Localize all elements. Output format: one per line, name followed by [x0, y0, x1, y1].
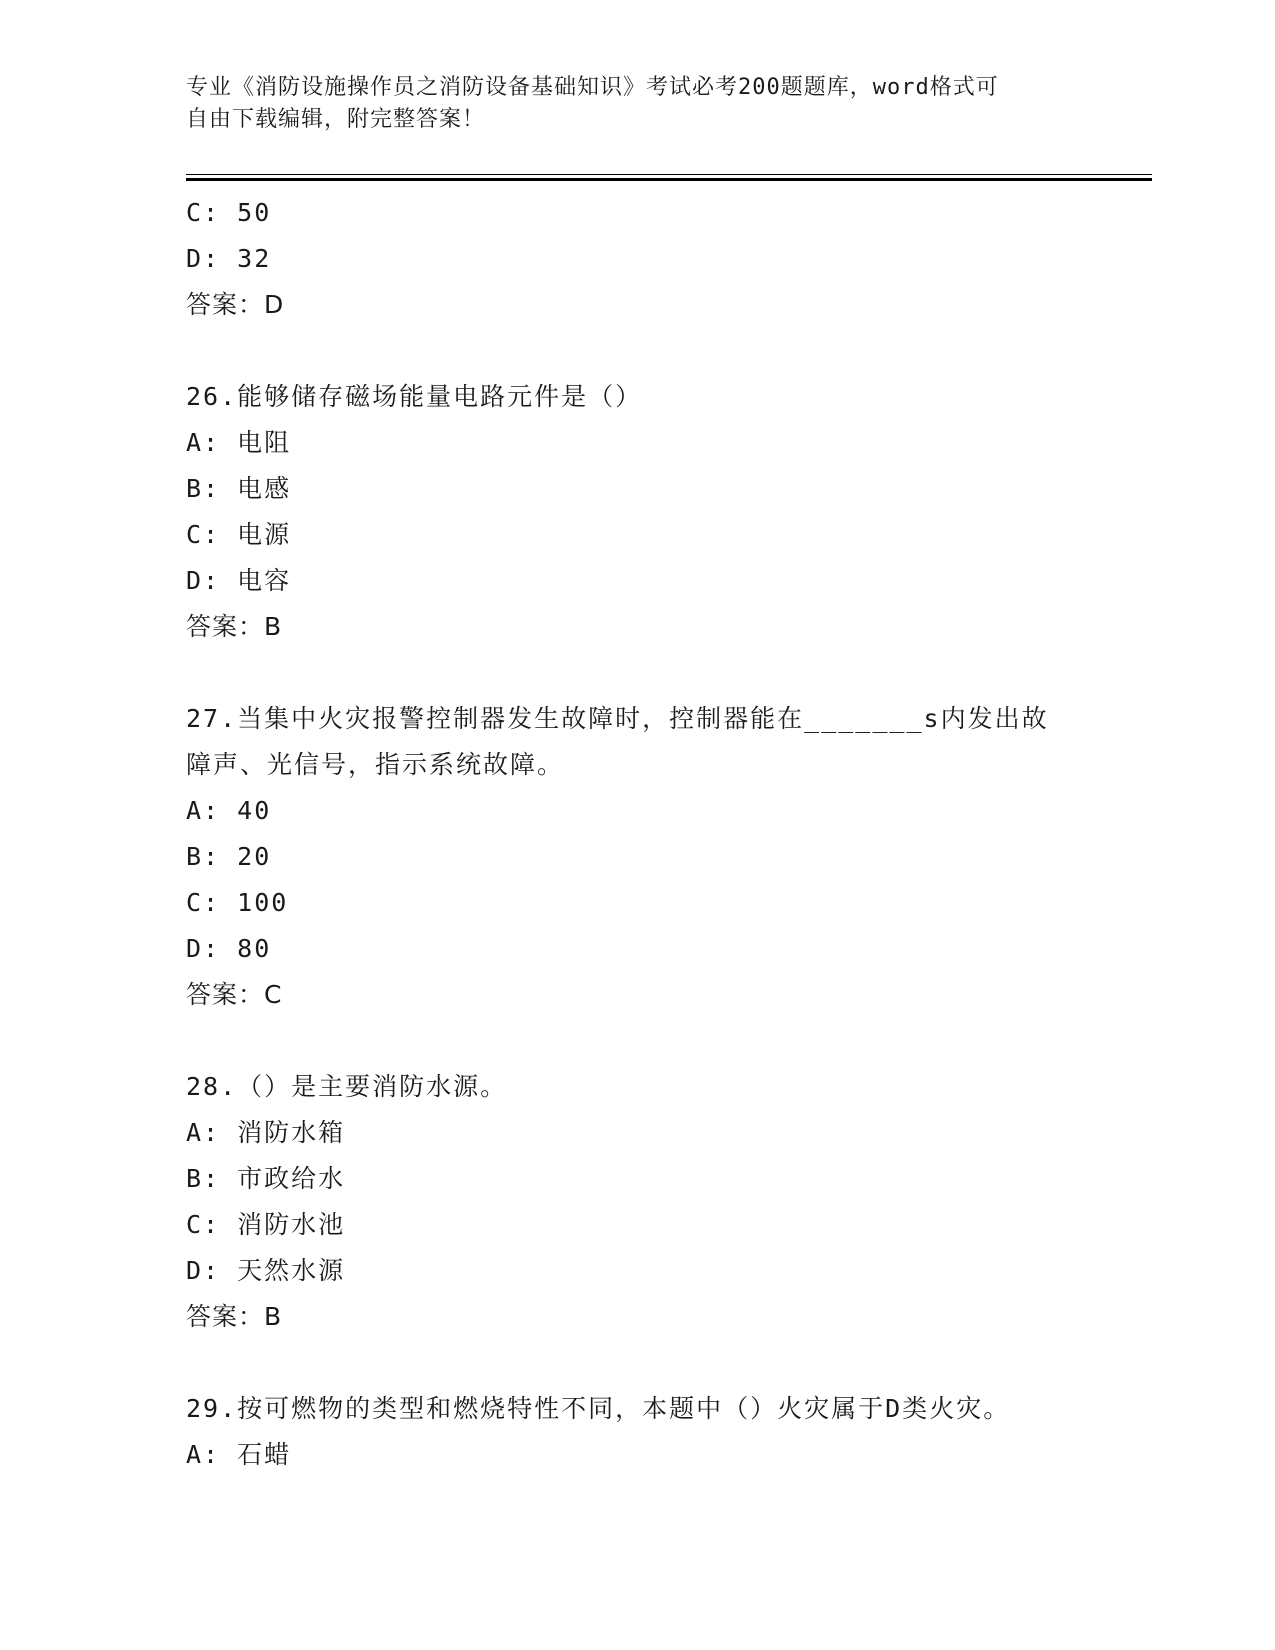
document-header	[186, 72, 1086, 136]
question-block-26	[186, 374, 1106, 650]
option-a: A: 电阻	[186, 428, 292, 457]
option-a: A: 石蜡	[186, 1440, 292, 1469]
question-text-line-2: 障声、光信号，指示系统故障。	[186, 750, 565, 779]
answer-line: 答案：B	[186, 1302, 283, 1331]
question-block-29	[186, 1386, 1106, 1478]
question-block-28	[186, 1064, 1106, 1340]
question-text-line-1: 27.当集中火灾报警控制器发生故障时，控制器能在_______s内发出故	[186, 704, 1049, 733]
question-list	[186, 190, 1106, 1478]
header-line-2: 自由下载编辑，附完整答案！	[186, 107, 486, 132]
answer-line: 答案：C	[186, 980, 283, 1009]
header-line-1: 专业《消防设施操作员之消防设备基础知识》考试必考200题题库，word格式可	[186, 75, 999, 100]
question-text: 26.能够储存磁场能量电路元件是（）	[186, 382, 643, 411]
option-b: B: 电感	[186, 474, 292, 503]
answer-line: 答案：D	[186, 290, 285, 319]
option-d: D: 80	[186, 934, 272, 963]
question-text: 29.按可燃物的类型和燃烧特性不同，本题中（）火灾属于D类火灾。	[186, 1394, 1011, 1423]
header-divider-thin	[186, 174, 1152, 175]
option-b: B: 市政给水	[186, 1164, 346, 1193]
option-a: A: 40	[186, 796, 272, 825]
option-a: A: 消防水箱	[186, 1118, 346, 1147]
header-divider-thick	[186, 178, 1152, 181]
question-text: 28.（）是主要消防水源。	[186, 1072, 508, 1101]
option-b: B: 20	[186, 842, 272, 871]
question-block-25	[186, 190, 1106, 328]
option-d: D: 电容	[186, 566, 292, 595]
option-c: C: 100	[186, 888, 289, 917]
option-c: C: 电源	[186, 520, 292, 549]
option-c: C: 消防水池	[186, 1210, 346, 1239]
option-d: D: 32	[186, 244, 272, 273]
question-block-27	[186, 696, 1106, 1018]
option-d: D: 天然水源	[186, 1256, 346, 1285]
answer-line: 答案：B	[186, 612, 283, 641]
option-c: C: 50	[186, 198, 272, 227]
